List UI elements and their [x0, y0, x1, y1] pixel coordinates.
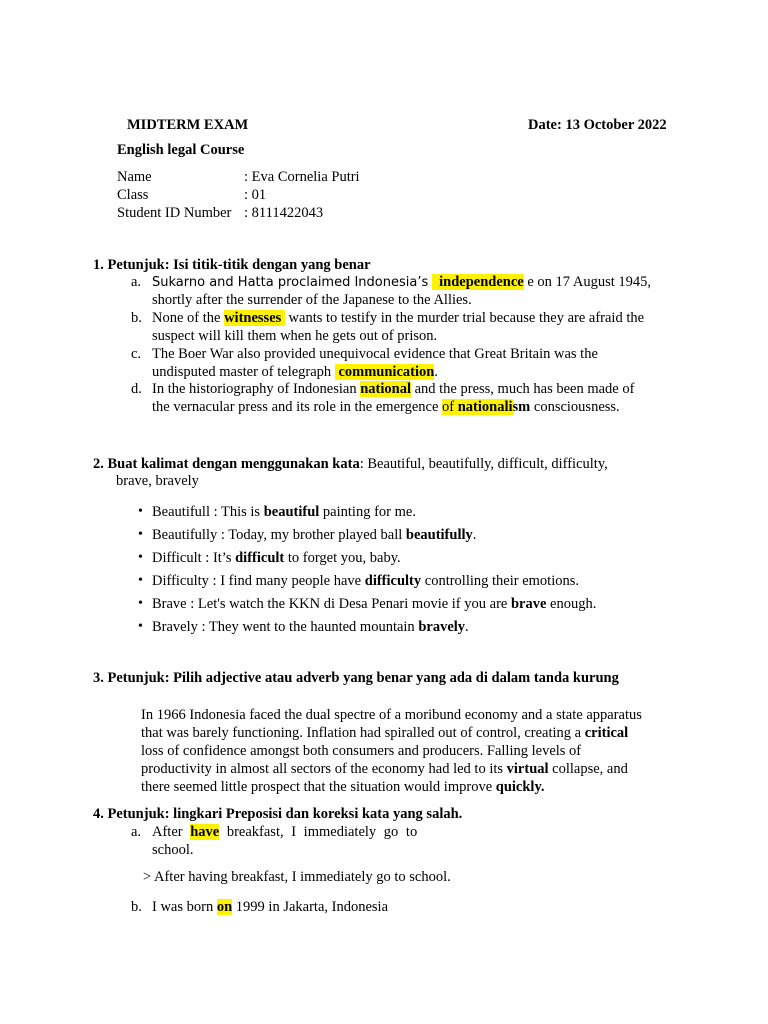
q1-d-line2: the vernacular press and its role in the emergence of nationalism consciousness.	[152, 399, 620, 415]
name-value: : Eva Cornelia Putri	[244, 169, 360, 185]
q3-paragraph-line: there seemed little prospect that the situation would improve quickly.	[141, 779, 545, 795]
list-item: • Beautifully : Today, my brother played ball beautifully.	[152, 526, 476, 544]
q3-paragraph-line: that was barely functioning. Inflation had spiralled out of control, creating a critical	[141, 725, 629, 741]
q1-b-marker: b.	[131, 310, 142, 326]
q1-a-line1: Sukarno and Hatta proclaimed Indonesia’s independence e on 17 August 1945,	[152, 274, 651, 290]
q1-d-marker: d.	[131, 381, 142, 397]
list-item: • Brave : Let's watch the KKN di Desa Penari movie if you are brave enough.	[152, 595, 596, 613]
q1-b-line2: suspect will kill them when he gets out of prison.	[152, 328, 438, 344]
q1-a-answer: independence	[432, 274, 524, 290]
exam-title: MIDTERM EXAM	[127, 117, 249, 133]
q4-b-marker: b.	[131, 899, 142, 915]
q1-d-line1: In the historiography of Indonesian national and the press, much has been made of	[152, 381, 635, 397]
q3-paragraph-line: In 1966 Indonesia faced the dual spectre of a moribund economy and a state apparatus	[141, 707, 642, 723]
class-value: : 01	[244, 187, 267, 203]
q3-heading: 3. Petunjuk: Pilih adjective atau adverb yang benar yang ada di dalam tanda kurung	[93, 670, 619, 686]
list-item: • Beautifull : This is beautiful painting for me.	[152, 503, 416, 521]
q4-b-line: I was born on 1999 in Jakarta, Indonesia	[152, 899, 389, 915]
q4-a-line1: After have breakfast, I immediately go to	[152, 824, 418, 840]
q2-heading-line2: brave, bravely	[116, 473, 199, 489]
list-item: • Bravely : They went to the haunted mountain bravely.	[152, 618, 469, 636]
q1-heading: 1. Petunjuk: Isi titik-titik dengan yang benar	[93, 257, 371, 273]
course-name: English legal Course	[117, 142, 245, 158]
class-label: Class	[117, 187, 149, 203]
student-id-value: : 8111422043	[244, 205, 324, 221]
q1-c-line2: undisputed master of telegraph communication.	[152, 364, 438, 380]
q4-a-marker: a.	[131, 824, 142, 840]
q1-d-answer2: of nationali	[442, 399, 513, 415]
q1-c-answer: communication	[335, 364, 434, 380]
q1-a-line2: shortly after the surrender of the Japanese to the Allies.	[152, 292, 472, 308]
q1-c-line1: The Boer War also provided unequivocal evidence that Great Britain was the	[152, 346, 598, 362]
q1-a-text: Sukarno and Hatta proclaimed Indonesia’s	[152, 275, 429, 290]
list-item: • Difficulty : I find many people have difficulty controlling their emotions.	[152, 572, 579, 590]
q4-b-answer: on	[216, 899, 233, 915]
q1-c-marker: c.	[131, 346, 142, 362]
exam-date: Date: 13 October 2022	[528, 117, 667, 133]
list-item: • Difficult : It’s difficult to forget you, baby.	[152, 549, 401, 567]
q4-a-answer: have	[190, 824, 220, 840]
q4-a-correction: > After having breakfast, I immediately go to school.	[143, 869, 451, 885]
q1-a-marker: a.	[131, 274, 142, 290]
q1-b-answer: witnesses	[224, 310, 285, 326]
q2-heading: 2. Buat kalimat dengan menggunakan kata: Beautiful, beautifully, difficult, difficulty,	[93, 456, 608, 472]
q1-d-answer: national	[360, 381, 411, 397]
q4-a-line2: school.	[152, 842, 194, 858]
q3-paragraph-line: loss of confidence amongst both consumers and producers. Falling levels of	[141, 743, 582, 759]
student-id-label: Student ID Number	[117, 205, 232, 221]
q3-paragraph-line: productivity in almost all sectors of the economy had led to its virtual collapse, and	[141, 761, 628, 777]
q4-heading: 4. Petunjuk: lingkari Preposisi dan koreksi kata yang salah.	[93, 806, 463, 822]
name-label: Name	[117, 169, 152, 185]
q1-b-line1: None of the witnesses wants to testify in the murder trial because they are afraid the	[152, 310, 645, 326]
